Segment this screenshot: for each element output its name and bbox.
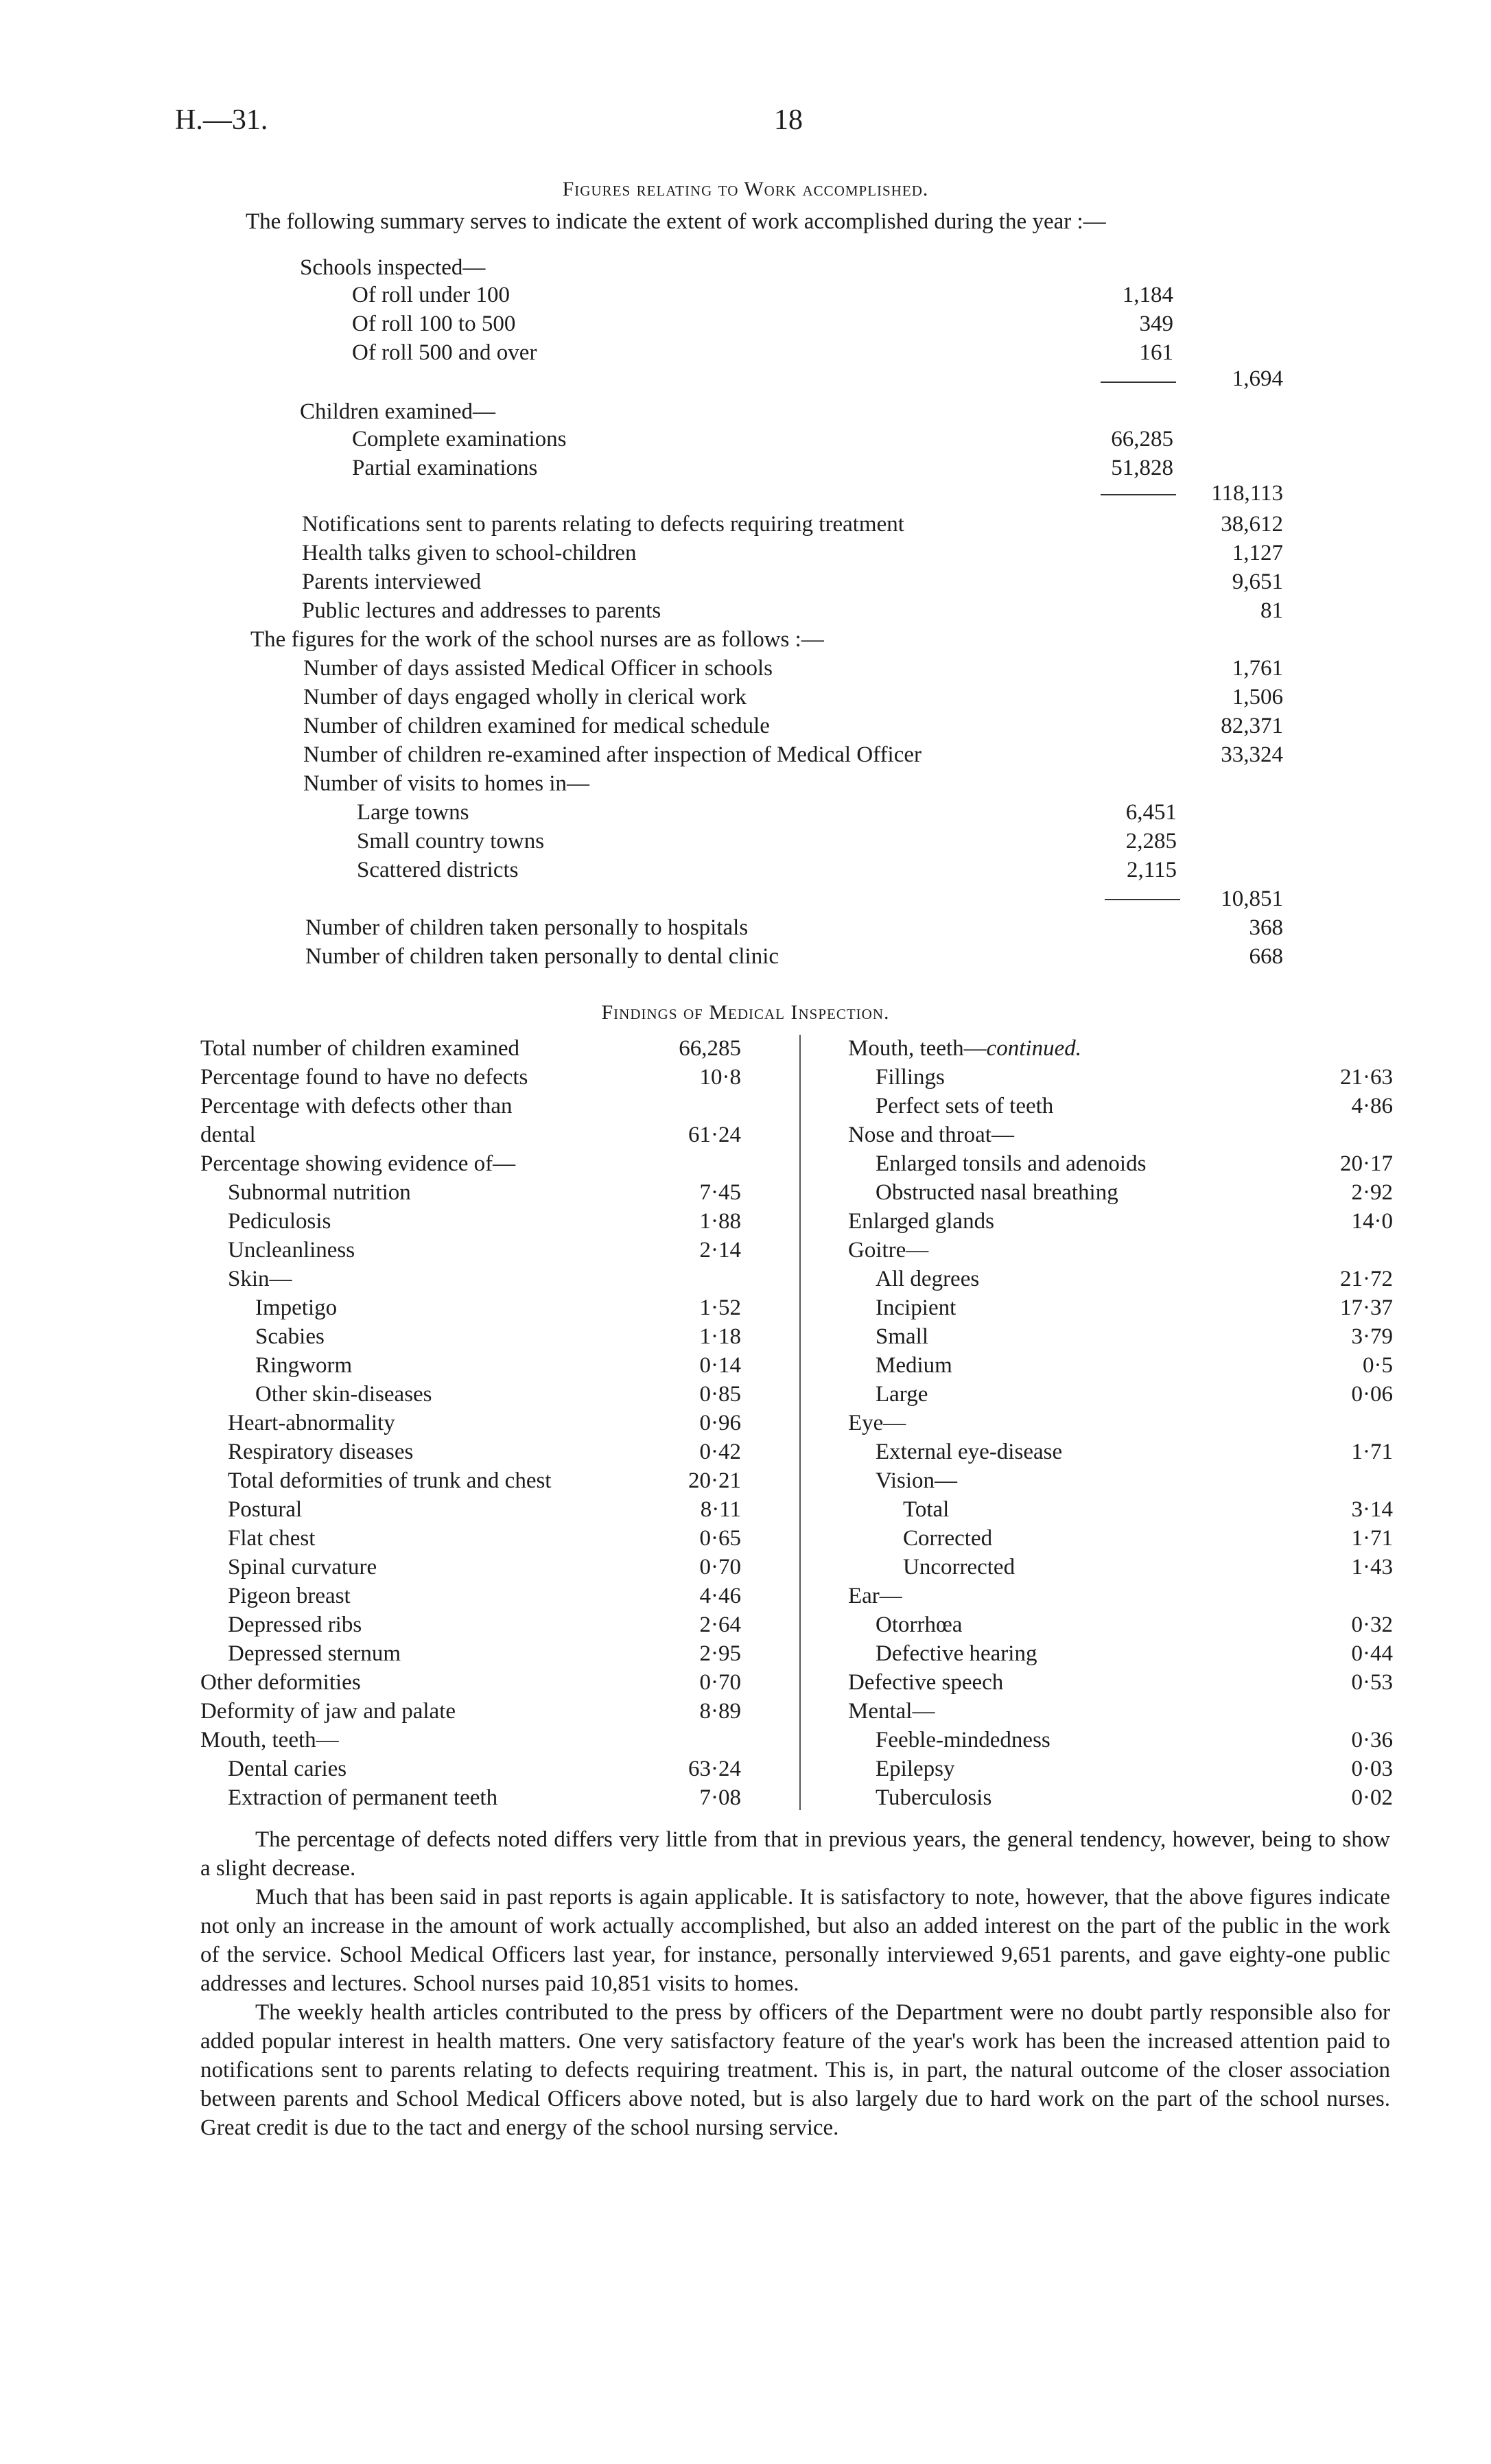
paragraph: Much that has been said in past reports is again applicable. It is satisfactory to note, however, that the above figures indicate not only an increase in the amount of work actually accomplished, but also an added interest on the part of the public in the work of the service. School Medical Officers last year, for instance, personally interviewed 9,651 parents, and gave eighty-one public addresses and lectures. School nurses paid 10,851 visits to homes. (200, 1885, 1390, 1996)
findings-right-value: 17·37 (1340, 1295, 1393, 1320)
findings-right-value: 2·92 (1351, 1180, 1393, 1205)
findings-right-value: 21·63 (1340, 1065, 1393, 1090)
findings-left-value: 1·18 (699, 1324, 741, 1349)
list-item-label: Large towns (357, 800, 469, 825)
list-item-value: 38,612 (1221, 512, 1283, 537)
findings-right-value: 1·71 (1351, 1526, 1393, 1551)
findings-right-label: Incipient (876, 1295, 956, 1320)
list-item-value: 81 (1260, 598, 1283, 623)
list-item-value: 2,115 (1126, 858, 1177, 882)
findings-left-label: Extraction of permanent teeth (228, 1785, 498, 1810)
list-item-value: 33,324 (1221, 742, 1283, 767)
list-item-value: 668 (1249, 944, 1283, 969)
visits-total: 10,851 (1221, 887, 1283, 911)
findings-left-value: 0·14 (699, 1353, 741, 1378)
section-title-findings: Findings of Medical Inspection. (601, 1001, 890, 1024)
findings-left-value: 20·21 (688, 1468, 741, 1493)
findings-left-label: Respiratory diseases (228, 1440, 414, 1464)
findings-right-label: Feeble-mindedness (876, 1728, 1050, 1752)
list-item-label: Number of children taken personally to dental clinic (305, 944, 779, 969)
findings-right-label: Total (903, 1497, 950, 1522)
findings-left-label: Percentage showing evidence of— (200, 1151, 516, 1176)
findings-left-label: Spinal curvature (228, 1555, 377, 1580)
list-item-value: 349 (1139, 312, 1173, 336)
findings-right-label: Defective speech (848, 1670, 1004, 1695)
findings-left-value: 1·52 (699, 1295, 741, 1320)
findings-right-label: Uncorrected (903, 1555, 1015, 1580)
findings-right-label: Large (876, 1382, 928, 1407)
findings-right-value: 21·72 (1340, 1267, 1393, 1291)
findings-right-value: 20·17 (1340, 1151, 1393, 1176)
column-divider (799, 1035, 801, 1810)
findings-left-value: 0·70 (699, 1670, 741, 1695)
list-item-label: Number of days engaged wholly in clerical work (303, 685, 747, 709)
findings-left-label: Mouth, teeth— (200, 1728, 339, 1752)
findings-right-label: Perfect sets of teeth (876, 1094, 1054, 1118)
findings-right-label: Enlarged tonsils and adenoids (876, 1151, 1147, 1176)
findings-right-label: Nose and throat— (848, 1123, 1014, 1147)
findings-left-label: Subnormal nutrition (228, 1180, 411, 1205)
list-item-label: Number of children re-examined after inspection of Medical Officer (303, 742, 922, 767)
paragraph: The percentage of defects noted differs very little from that in previous years, the general tendency, however, being to show a slight decrease. (200, 1827, 1390, 1881)
section-title-work: Figures relating to Work accomplished. (562, 178, 929, 200)
findings-left-label: Flat chest (228, 1526, 316, 1551)
list-item-value: 368 (1249, 915, 1283, 940)
findings-right-value: 0·06 (1351, 1382, 1393, 1407)
findings-left-value: 1·88 (699, 1209, 741, 1234)
findings-left-label: Pigeon breast (228, 1584, 351, 1608)
list-item-label: Of roll under 100 (352, 283, 510, 307)
schools-heading: Schools inspected— (300, 255, 486, 280)
findings-right-label: Epilepsy (876, 1757, 955, 1781)
page-number: 18 (774, 104, 803, 136)
findings-left-label: Other deformities (200, 1670, 361, 1695)
findings-left-label: Total deformities of trunk and chest (228, 1468, 552, 1493)
findings-left-value: 66,285 (679, 1036, 741, 1061)
findings-right-value: 0·5 (1363, 1353, 1393, 1378)
list-item-value: 1,761 (1232, 656, 1283, 681)
findings-left-value: 0·96 (699, 1411, 741, 1435)
findings-right-value: 0·02 (1351, 1785, 1393, 1810)
findings-left-value: 0·65 (699, 1526, 741, 1551)
findings-left-label: Other skin-diseases (255, 1382, 432, 1407)
findings-left-value: 8·11 (700, 1497, 741, 1522)
findings-left-value: 2·95 (699, 1641, 741, 1666)
findings-right-label: Goitre— (848, 1238, 929, 1263)
findings-right-label: Obstructed nasal breathing (876, 1180, 1118, 1205)
findings-right-heading-label: Mouth, teeth— (848, 1036, 987, 1061)
findings-right-value: 0·53 (1351, 1670, 1393, 1695)
visits-heading: Number of visits to homes in— (303, 771, 590, 796)
findings-right-value: 0·36 (1351, 1728, 1393, 1752)
paragraph: The weekly health articles contributed to the press by officers of the Department were no doubt partly responsible also for added popular interest in health matters. One very satisfactory feature of the year's work has been the increased attention paid to notifications sent to parents relating to defects requiring treatment. This is, in part, the natural outcome of the closer association between parents and School Medical Officers above noted, but is also largely due to hard work on the part of the school nurses. Great credit is due to the tact and energy of the school nursing service. (200, 2000, 1390, 2140)
findings-right-heading (848, 1035, 1081, 1062)
findings-right-label: Medium (876, 1353, 952, 1378)
list-item-value: 9,651 (1232, 570, 1283, 594)
list-item-value: 51,828 (1111, 456, 1173, 480)
list-item-label: Notifications sent to parents relating to defects requiring treatment (302, 512, 904, 537)
list-item-value: 161 (1139, 340, 1173, 365)
findings-left-label: Deformity of jaw and palate (200, 1699, 456, 1724)
findings-right-label: Small (876, 1324, 929, 1349)
list-item-value: 1,184 (1122, 283, 1173, 307)
findings-left-value: 0·70 (699, 1555, 741, 1580)
children-heading: Children examined— (300, 399, 496, 424)
continued-label: continued. (986, 1036, 1082, 1061)
findings-left-label: Scabies (255, 1324, 325, 1349)
findings-left-value: 2·14 (699, 1238, 741, 1263)
findings-right-label: Enlarged glands (848, 1209, 994, 1234)
findings-left-value: 2·64 (699, 1612, 741, 1637)
findings-right-value: 0·03 (1351, 1757, 1393, 1781)
findings-left-label: Percentage found to have no defects (200, 1065, 528, 1090)
findings-right-value: 14·0 (1351, 1209, 1393, 1234)
findings-left-label: Impetigo (255, 1295, 338, 1320)
findings-left-value: 10·8 (699, 1065, 741, 1090)
findings-left-value: 7·45 (699, 1180, 741, 1205)
findings-right-value: 3·14 (1351, 1497, 1393, 1522)
findings-right-label: Otorrhœa (876, 1612, 963, 1637)
subtotal-rule (1101, 382, 1176, 383)
findings-left-value: 4·46 (699, 1584, 741, 1608)
list-item-value: 1,506 (1232, 685, 1283, 709)
list-item-label: Of roll 100 to 500 (352, 312, 516, 336)
findings-left-value: 0·42 (699, 1440, 741, 1464)
findings-left-label: Dental caries (228, 1757, 347, 1781)
list-item-value: 6,451 (1125, 800, 1177, 825)
findings-left-label: Pediculosis (228, 1209, 331, 1234)
list-item-label: Parents interviewed (302, 570, 482, 594)
findings-right-label: All degrees (876, 1267, 980, 1291)
findings-right-label: Mental— (848, 1699, 935, 1724)
list-item-value: 1,127 (1232, 541, 1283, 565)
subtotal-rule (1101, 494, 1176, 495)
findings-right-label: Ear— (848, 1584, 902, 1608)
list-item-value: 2,285 (1125, 829, 1177, 854)
schools-total: 1,694 (1232, 366, 1283, 391)
findings-right-label: Vision— (876, 1468, 958, 1493)
findings-right-value: 1·71 (1351, 1440, 1393, 1464)
list-item-label: Number of children examined for medical schedule (303, 714, 770, 738)
findings-right-value: 4·86 (1351, 1094, 1393, 1118)
findings-left-label: Total number of children examined (200, 1036, 520, 1061)
findings-left-label: Heart-abnormality (228, 1411, 395, 1435)
report-reference: H.—31. (175, 104, 268, 136)
findings-right-value: 3·79 (1351, 1324, 1393, 1349)
list-item-value: 82,371 (1221, 714, 1283, 738)
findings-left-label: dental (200, 1123, 256, 1147)
findings-left-value: 61·24 (688, 1123, 741, 1147)
list-item-label: Partial examinations (352, 456, 538, 480)
list-item-label: Health talks given to school-children (302, 541, 637, 565)
findings-right-label: Corrected (903, 1526, 993, 1551)
findings-left-label: Skin— (228, 1267, 292, 1291)
findings-right-label: Fillings (876, 1065, 945, 1090)
list-item-label: Number of days assisted Medical Officer in schools (303, 656, 773, 681)
findings-left-label: Depressed ribs (228, 1612, 362, 1637)
findings-right-label: Eye— (848, 1411, 906, 1435)
work-intro: The following summary serves to indicate the extent of work accomplished during the year :— (246, 209, 1106, 234)
list-item-label: Of roll 500 and over (352, 340, 537, 365)
findings-right-label: Defective hearing (876, 1641, 1037, 1666)
list-item-label: Number of children taken personally to hospitals (305, 915, 749, 940)
findings-left-label: Ringworm (255, 1353, 353, 1378)
children-total: 118,113 (1211, 481, 1283, 506)
list-item-label: Complete examinations (352, 427, 567, 451)
findings-left-label: Depressed sternum (228, 1641, 401, 1666)
findings-right-value: 1·43 (1351, 1555, 1393, 1580)
findings-right-value: 0·32 (1351, 1612, 1393, 1637)
body-text (200, 1825, 1390, 2142)
findings-left-value: 63·24 (688, 1757, 741, 1781)
findings-left-value: 8·89 (699, 1699, 741, 1724)
findings-left-value: 0·85 (699, 1382, 741, 1407)
nurses-intro: The figures for the work of the school nurses are as follows :— (250, 627, 824, 652)
list-item-label: Small country towns (357, 829, 545, 854)
list-item-label: Scattered districts (357, 858, 519, 882)
findings-right-label: Tuberculosis (876, 1785, 992, 1810)
findings-left-label: Postural (228, 1497, 303, 1522)
findings-right-value: 0·44 (1351, 1641, 1393, 1666)
findings-right-label: External eye-disease (876, 1440, 1063, 1464)
list-item-value: 66,285 (1111, 427, 1173, 451)
list-item-label: Public lectures and addresses to parents (302, 598, 661, 623)
findings-left-value: 7·08 (699, 1785, 741, 1810)
findings-left-label: Uncleanliness (228, 1238, 355, 1263)
findings-left-label: Percentage with defects other than (200, 1094, 513, 1118)
